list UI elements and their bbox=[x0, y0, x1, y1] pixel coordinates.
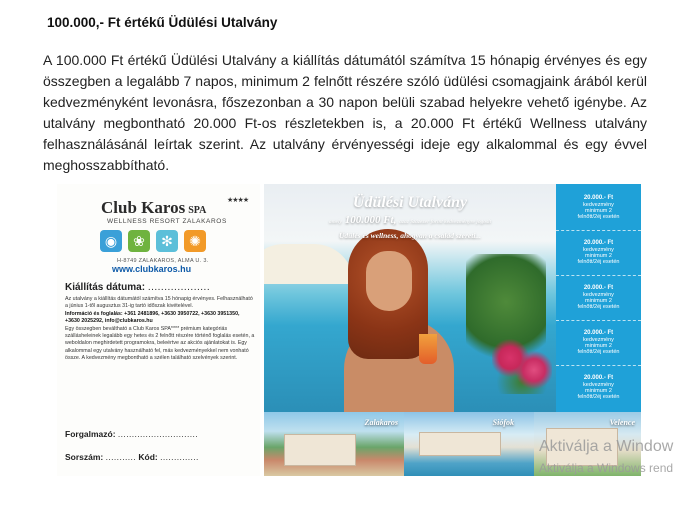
coupon-amount: 20.000.- Ft bbox=[583, 285, 614, 292]
building-shape bbox=[419, 432, 501, 456]
logo-stars: ★★★★ bbox=[227, 197, 249, 204]
distributor-label: Forgalmazó: bbox=[65, 429, 116, 439]
coupon bbox=[556, 321, 641, 366]
figure-face bbox=[366, 251, 412, 311]
issue-date-dots: ................... bbox=[147, 282, 211, 293]
coupon-text: kedvezmény minimum 2 felnőtt/2éj esetén bbox=[577, 291, 620, 311]
voucher-main-photo bbox=[264, 184, 556, 412]
serial-label: Sorszám: bbox=[65, 452, 104, 462]
website: www.clubkaros.hu bbox=[112, 264, 192, 274]
photo-siofok bbox=[404, 412, 534, 476]
serial-code-field bbox=[65, 452, 199, 462]
sun-icon: ✺ bbox=[184, 230, 206, 252]
coupon bbox=[556, 186, 641, 231]
building-shape bbox=[284, 434, 356, 466]
woman-figure bbox=[334, 229, 454, 412]
distributor-field bbox=[65, 429, 198, 439]
activation-watermark-line2: Aktiválja a Windows rend bbox=[539, 461, 674, 475]
small-text-info: Információ és foglalás: +361 2481896, +3630 3950722, +3630 3951350, +3630 2025292, info@clubkaros.hu bbox=[65, 310, 240, 325]
coupon-text: kedvezmény minimum 2 felnőtt/2éj esetén bbox=[577, 381, 620, 401]
coupon bbox=[556, 276, 641, 321]
logo-icons bbox=[100, 230, 206, 252]
small-text-terms: Egy összegben beváltható a Club Karos SPA**** prémium kategóriás szállásheleinek legalább egy hetes és 2 felnőtt részére történő foglalás esetén, a weboldalon meghirdetett programokra, beleértve az akciós ajánlatokat is. Egy alkalommal egy utalvány használható fel, más kedvezményekkel nem vonható össze. A kedvezmény megbontható a szélen található szelvények szerint. bbox=[65, 325, 255, 362]
voucher-amount-line bbox=[264, 214, 556, 226]
voucher-tagline: Üdülés és wellness, ahogyan a család szereti... bbox=[338, 231, 482, 240]
page-title: 100.000,- Ft értékű Üdülési Utalvány bbox=[47, 15, 278, 30]
code-label: Kód: bbox=[138, 452, 158, 462]
club-karos-logo bbox=[101, 198, 206, 218]
coupon-amount: 20.000.- Ft bbox=[583, 330, 614, 337]
cocktail-glass bbox=[419, 334, 437, 364]
coupon-amount: 20.000.- Ft bbox=[583, 240, 614, 247]
coupon-amount: 20.000.- Ft bbox=[583, 195, 614, 202]
issue-date-field bbox=[65, 282, 210, 293]
voucher-left-panel bbox=[57, 184, 260, 476]
description-paragraph: A 100.000 Ft értékű Üdülési Utalvány a kiállítás dátumától számítva 15 hónapig érvényes és egy összegben a legalább 7 napos, minimum 2 felnőtt részére szóló üdülési csomagjaink árából kerül kedvezményként levonásra, főszezonban a 30 napon belüli szabad helyekre vehető igénybe. Az utalvány megbontható 20.000 Ft-os részletekben is, a 20.000 Ft értékű Wellness utalvány felhasználásánál leírtak szerint. Az utalvány érvényességi ideje egy alkalommal és egy évvel meghosszabbítható. bbox=[43, 52, 647, 173]
flowers-shape bbox=[492, 334, 552, 394]
address: H-8749 ZALAKAROS, ALMA U. 3. bbox=[117, 258, 209, 264]
coupon-text: kedvezmény minimum 2 felnőtt/2éj esetén bbox=[577, 336, 620, 356]
amount-suffix: azaz Százezer forint kedvezményre jogosít bbox=[399, 219, 492, 225]
logo-main-text: Club Karos bbox=[101, 198, 186, 217]
amount-prefix: amely bbox=[328, 219, 342, 225]
coupon-text: kedvezmény minimum 2 felnőtt/2éj esetén bbox=[577, 201, 620, 221]
logo-spa-text: SPA bbox=[188, 205, 207, 216]
coupon-amount: 20.000.- Ft bbox=[583, 375, 614, 382]
water-drop-icon: ◉ bbox=[100, 230, 122, 252]
amount-value: 100.000 Ft, bbox=[344, 214, 397, 226]
voucher-small-print bbox=[65, 296, 255, 363]
coupon bbox=[556, 366, 641, 410]
coupon bbox=[556, 231, 641, 276]
serial-dots: ........... bbox=[105, 452, 137, 462]
snowflake-icon: ✻ bbox=[156, 230, 178, 252]
leaf-icon: ❀ bbox=[128, 230, 150, 252]
photo-label-velence: Velence bbox=[609, 418, 635, 427]
voucher-image bbox=[57, 184, 641, 476]
coupon-strip bbox=[556, 184, 641, 412]
small-text-validity: Az utalvány a kiállítás dátumától számítva 15 hónapig érvényes. Felhasználható a június 1-től augusztus 31-ig tartó időszak kivételével. bbox=[65, 296, 253, 310]
distributor-dots: ............................. bbox=[117, 429, 198, 439]
photo-zalakaros bbox=[264, 412, 404, 476]
photo-label-zalakaros: Zalakaros bbox=[364, 418, 398, 427]
coupon-text: kedvezmény minimum 2 felnőtt/2éj esetén bbox=[577, 246, 620, 266]
photo-label-siofok: Siófok bbox=[492, 418, 514, 427]
voucher-headline: Üdülési Utalvány bbox=[352, 194, 468, 211]
activation-watermark-line1: Aktiválja a Window bbox=[539, 438, 674, 455]
issue-date-label: Kiállítás dátuma: bbox=[65, 282, 146, 293]
code-dots: .............. bbox=[160, 452, 199, 462]
logo-subtitle: WELLNESS RESORT ZALAKAROS bbox=[107, 218, 227, 225]
